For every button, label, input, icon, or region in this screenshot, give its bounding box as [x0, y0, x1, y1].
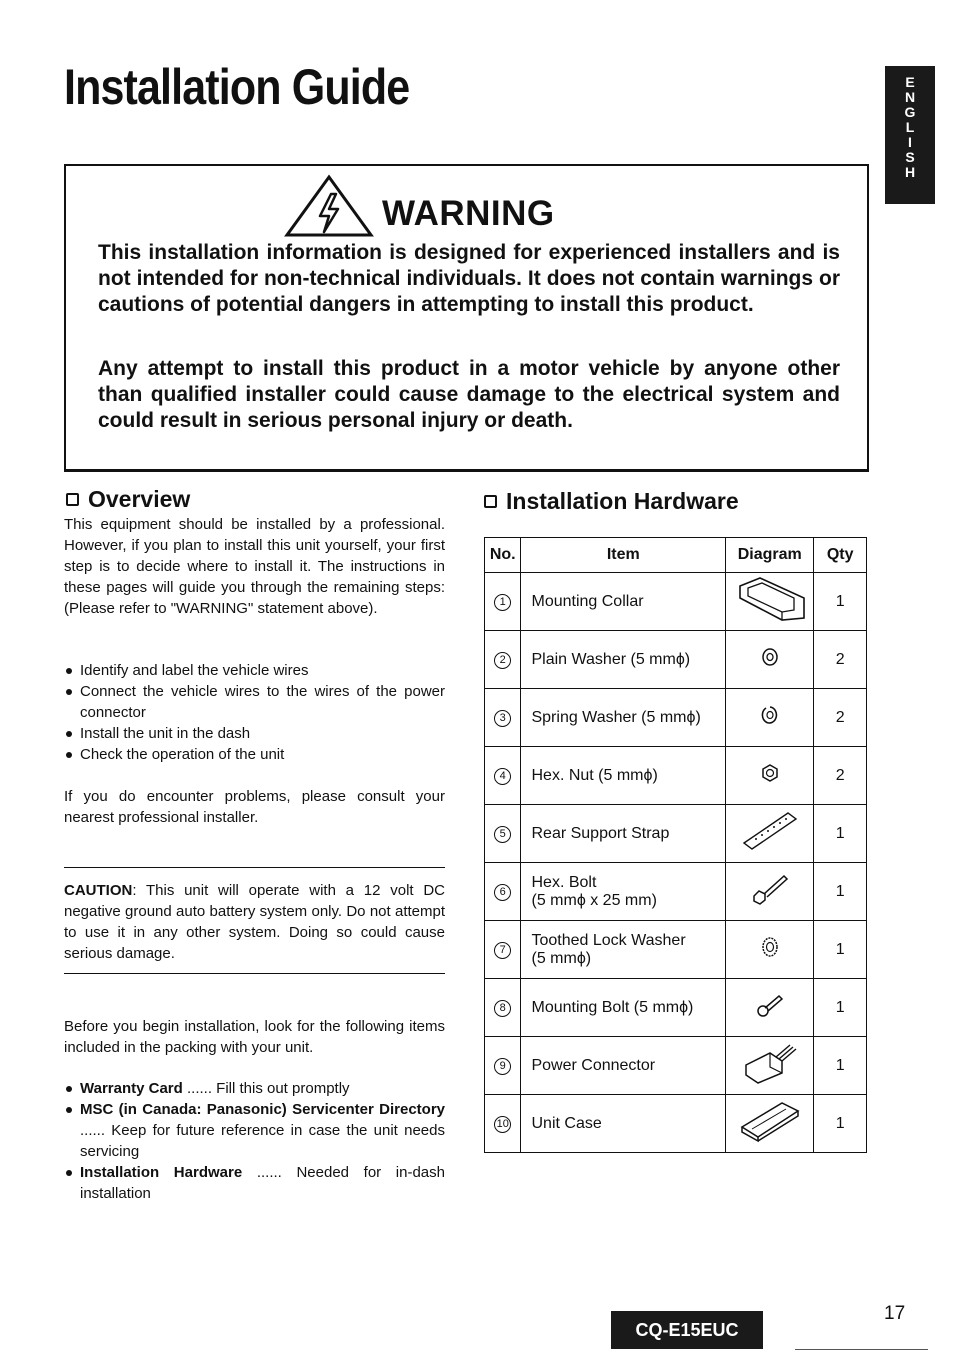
packing-items-list: [64, 1078, 445, 1204]
row-number: 8: [494, 1000, 511, 1017]
row-number: 1: [494, 594, 511, 611]
row-number: 9: [494, 1058, 511, 1075]
row-number-cell: [485, 921, 521, 979]
table-row: [485, 747, 867, 805]
table-row: [485, 979, 867, 1037]
table-header-row: [485, 538, 867, 573]
overview-heading-text: Overview: [88, 486, 191, 512]
support-strap-icon: [740, 840, 800, 857]
item-cell: Toothed Lock Washer (5 mmϕ): [521, 921, 726, 979]
model-number: CQ-E15EUC: [611, 1311, 763, 1349]
language-tab-letter: L: [905, 119, 915, 135]
item-description: Keep for future reference in case the unit needs servicing: [80, 1122, 445, 1160]
table-row: [485, 805, 867, 863]
row-number-cell: [485, 979, 521, 1037]
diagram-cell: [726, 979, 814, 1037]
row-number-cell: [485, 1095, 521, 1153]
table-row: [485, 1095, 867, 1153]
language-tab-letter: N: [904, 89, 916, 105]
mounting-collar-icon: [734, 609, 806, 626]
list-item: Identify and label the vehicle wires: [64, 660, 445, 681]
diagram-cell: [726, 573, 814, 631]
divider-top: [64, 867, 445, 868]
table-row: [485, 573, 867, 631]
row-number-cell: [485, 863, 521, 921]
row-number-cell: [485, 689, 521, 747]
col-header-qty: Qty: [814, 538, 867, 573]
warning-paragraph-1: This installation information is designed for experienced installers and is not intended for non-technical individuals. It does not contain warnings or cautions of potential dangers in attempting to install this product.: [98, 241, 840, 316]
row-number: 4: [494, 768, 511, 785]
item-cell: Mounting Bolt (5 mmϕ): [521, 979, 726, 1037]
spring-washer-icon: [760, 713, 780, 730]
power-connector-icon: [740, 1072, 800, 1089]
plain-washer-icon: [760, 655, 780, 672]
qty-cell: 2: [814, 631, 867, 689]
unit-case-icon: [738, 1130, 802, 1147]
page-title: Installation Guide: [64, 59, 410, 115]
caution-text: [64, 880, 445, 964]
item-cell: Plain Washer (5 mmϕ): [521, 631, 726, 689]
checkbox-square-icon: [66, 493, 79, 506]
row-number-cell: [485, 631, 521, 689]
item-description: Fill this out promptly: [216, 1080, 350, 1097]
qty-cell: 1: [814, 805, 867, 863]
overview-heading: [66, 486, 190, 513]
qty-cell: 1: [814, 863, 867, 921]
diagram-cell: [726, 689, 814, 747]
item-cell: Power Connector: [521, 1037, 726, 1095]
hex-nut-icon: [760, 770, 780, 787]
item-description: Needed for in-dash installation: [80, 1164, 445, 1202]
diagram-cell: [726, 805, 814, 863]
qty-cell: 2: [814, 689, 867, 747]
row-number-cell: [485, 1037, 521, 1095]
qty-cell: 1: [814, 573, 867, 631]
steps-list: [64, 660, 445, 765]
item-name: MSC (in Canada: Panasonic) Servicenter Directory: [80, 1101, 445, 1118]
list-item: [64, 1099, 445, 1162]
diagram-cell: [726, 1095, 814, 1153]
hex-bolt-icon: [750, 893, 790, 910]
warning-triangle-icon: [284, 174, 374, 238]
qty-cell: 1: [814, 1037, 867, 1095]
row-number-cell: [485, 805, 521, 863]
item-dots: ......: [182, 1080, 217, 1097]
table-row: [485, 921, 867, 979]
caution-body: : This unit will operate with a 12 volt DC negative ground auto battery system only. Do not attempt to use it in any other system. Doing so could cause serious damage.: [64, 882, 445, 962]
list-item: [64, 1078, 445, 1099]
list-item: [64, 1162, 445, 1204]
item-cell: Rear Support Strap: [521, 805, 726, 863]
row-number: 10: [494, 1116, 511, 1133]
row-number: 2: [494, 652, 511, 669]
page-number-rule: [795, 1349, 928, 1350]
overview-intro: This equipment should be installed by a professional. However, if you plan to install this unit yourself, your first step is to decide where to install it. The instructions in these pages will guide you through the remaining steps: (Please refer to "WARNING" statement above).: [64, 516, 445, 617]
warning-box: [64, 164, 869, 472]
language-tab-letter: S: [905, 149, 915, 165]
warning-paragraph-2: Any attempt to install this product in a motor vehicle by anyone other than qualified installer could cause damage to the electrical system and could result in serious personal injury or death.: [98, 357, 840, 432]
problems-text: If you do encounter problems, please consult your nearest professional installer.: [64, 788, 445, 826]
table-row: [485, 631, 867, 689]
diagram-cell: [726, 921, 814, 979]
row-number-cell: [485, 573, 521, 631]
lock-washer-icon: [760, 946, 780, 963]
language-tab-letter: G: [904, 104, 916, 120]
item-cell: Spring Washer (5 mmϕ): [521, 689, 726, 747]
table-row: [485, 863, 867, 921]
diagram-cell: [726, 631, 814, 689]
item-name: Warranty Card: [80, 1080, 183, 1097]
item-dots: ......: [242, 1164, 297, 1181]
qty-cell: 1: [814, 979, 867, 1037]
language-tab-letter: H: [904, 164, 916, 180]
item-cell: Hex. Bolt (5 mmϕ x 25 mm): [521, 863, 726, 921]
diagram-cell: [726, 747, 814, 805]
language-tab-letter: I: [908, 134, 912, 150]
list-item: Check the operation of the unit: [64, 744, 445, 765]
col-header-diagram: Diagram: [726, 538, 814, 573]
row-number: 3: [494, 710, 511, 727]
qty-cell: 1: [814, 1095, 867, 1153]
table-row: [485, 689, 867, 747]
checkbox-square-icon: [484, 495, 497, 508]
item-dots: ......: [80, 1122, 112, 1139]
table-row: [485, 1037, 867, 1095]
warning-heading: WARNING: [382, 194, 555, 233]
item-cell: Unit Case: [521, 1095, 726, 1153]
qty-cell: 2: [814, 747, 867, 805]
diagram-cell: [726, 1037, 814, 1095]
page-number: 17: [884, 1303, 906, 1324]
row-number: 6: [494, 884, 511, 901]
row-number: 7: [494, 942, 511, 959]
col-header-no: No.: [485, 538, 521, 573]
list-item: Install the unit in the dash: [64, 723, 445, 744]
row-number: 5: [494, 826, 511, 843]
divider-bottom: [64, 973, 445, 974]
item-name: Installation Hardware: [80, 1164, 243, 1181]
hardware-heading-text: Installation Hardware: [506, 488, 739, 514]
item-cell: Hex. Nut (5 mmϕ): [521, 747, 726, 805]
row-number-cell: [485, 747, 521, 805]
hardware-table: [484, 537, 867, 1153]
qty-cell: 1: [814, 921, 867, 979]
mounting-bolt-icon: [755, 1005, 785, 1022]
language-tab-letter: E: [905, 74, 915, 90]
diagram-cell: [726, 863, 814, 921]
list-item: Connect the vehicle wires to the wires of the power connector: [64, 681, 445, 723]
col-header-item: Item: [521, 538, 726, 573]
item-cell: Mounting Collar: [521, 573, 726, 631]
language-tab: [885, 66, 935, 204]
caution-label: CAUTION: [64, 882, 133, 899]
before-text: Before you begin installation, look for the following items included in the packing with your unit.: [64, 1018, 445, 1056]
hardware-heading: [484, 488, 739, 515]
